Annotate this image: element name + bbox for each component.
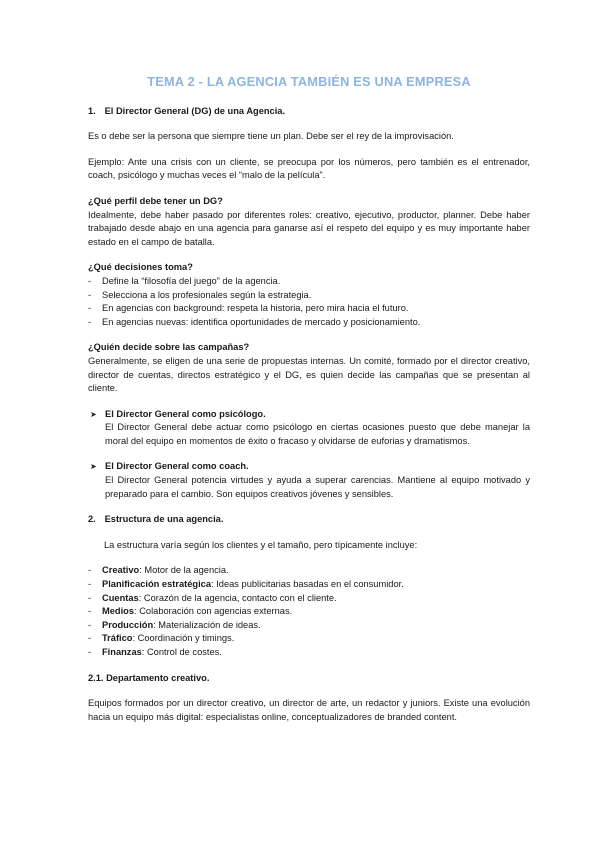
decisions-list <box>88 275 530 329</box>
item-desc: : Corazón de la agencia, contacto con el cliente. <box>138 592 337 603</box>
list-item: - Selecciona a los profesionales según la estrategia. <box>88 289 530 303</box>
psychologist-text: El Director General debe actuar como psicólogo en ciertas ocasiones puesto que debe manejar la moral del equipo en momentos de éxito o fracaso y olvidarse de euforias y dramatismos. <box>105 422 530 446</box>
psychologist-block <box>88 408 530 449</box>
list-item <box>88 605 530 619</box>
item-term: Cuentas <box>102 592 139 603</box>
structure-list <box>88 564 530 659</box>
section-2-1-heading: 2.1. Departamento creativo. <box>88 672 210 683</box>
section-2-intro: La estructura varía según los clientes y el tamaño, pero típicamente incluye: <box>104 539 418 550</box>
psychologist-heading: El Director General como psicólogo. <box>105 408 266 419</box>
answer-campaigns: Generalmente, se eligen de una serie de propuestas internas. Un comité, formado por el director creativo, director de cuentas, directos estratégico y el DG, es quien decide las campañas que se presentan al cliente. <box>88 355 530 394</box>
list-item <box>88 592 530 606</box>
item-desc: : Motor de la agencia. <box>139 565 229 576</box>
item-desc: : Ideas publicitarias basadas en el consumidor. <box>211 579 404 590</box>
section-1-number: 1. <box>88 105 96 116</box>
question-profile: ¿Qué perfil debe tener un DG? <box>88 195 223 206</box>
item-term: Medios <box>102 606 135 617</box>
list-item: - Define la “filosofía del juego” de la agencia. <box>88 275 530 289</box>
section-1-heading <box>88 105 530 119</box>
list-item <box>88 646 530 660</box>
section-1-intro: Es o debe ser la persona que siempre tiene un plan. Debe ser el rey de la improvisación. <box>88 131 454 142</box>
item-desc: : Control de costes. <box>141 647 222 657</box>
question-campaigns: ¿Quién decide sobre las campañas? <box>88 342 250 353</box>
section-2-number: 2. <box>88 514 96 525</box>
list-item <box>88 619 530 633</box>
item-term: Producción <box>102 619 154 630</box>
section-1-example: Ejemplo: Ante una crisis con un cliente, se preocupa por los números, pero también es el entrenador, coach, psicólogo y muchas veces el “malo de la película”. <box>88 156 530 181</box>
section-2-1-text: Equipos formados por un director creativo, un director de arte, un redactor y juniors. Existe una evolución hacia un equipo más digital: especialistas online, conceptualizadores de branded content. <box>88 698 530 722</box>
document-title: TEMA 2 - LA AGENCIA TAMBIÉN ES UNA EMPRESA <box>147 74 471 89</box>
list-item: - En agencias nuevas: identifica oportunidades de mercado y posicionamiento. <box>88 316 530 330</box>
item-desc: : Coordinación y timings. <box>132 633 235 644</box>
answer-profile: Idealmente, debe haber pasado por diferentes roles: creativo, ejecutivo, productor, planner. Debe haber trabajado desde abajo en una agencia para ganarse así el respeto del equipo y es muy importante haber estado en el campo de batalla. <box>88 209 530 247</box>
list-item <box>88 564 530 578</box>
item-desc: : Colaboración con agencias externas. <box>134 606 293 617</box>
coach-heading: El Director General como coach. <box>105 461 249 472</box>
arrow-bullet-icon: ➤ <box>90 409 97 419</box>
list-item <box>88 578 530 592</box>
item-term: Creativo <box>102 565 140 576</box>
list-item <box>88 632 530 646</box>
arrow-bullet-icon: ➤ <box>90 462 97 472</box>
question-decisions: ¿Qué decisiones toma? <box>88 262 193 273</box>
item-term: Planificación estratégica <box>102 579 212 590</box>
section-2-heading <box>88 513 530 527</box>
item-term: Tráfico <box>102 633 133 644</box>
section-1-title: El Director General (DG) de una Agencia. <box>104 105 286 116</box>
list-item: - En agencias con background: respeta la historia, pero mira hacia el futuro. <box>88 302 530 316</box>
item-term: Finanzas <box>102 647 142 657</box>
section-2-title: Estructura de una agencia. <box>104 514 224 525</box>
coach-block <box>88 460 530 501</box>
coach-text: El Director General potencia virtudes y ayuda a superar carencias. Mantiene al equipo motivado y preparado para el cambio. Son equipos creativos jóvenes y sensibles. <box>105 475 530 499</box>
item-desc: : Materialización de ideas. <box>153 619 261 630</box>
